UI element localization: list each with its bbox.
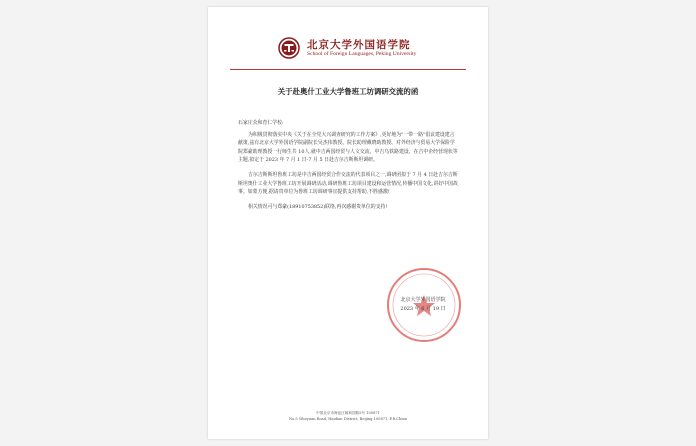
letter-page (208, 7, 488, 439)
university-name-cn: 北京大学外国语学院 (307, 39, 411, 51)
university-name-en: School of Foreign Languages, Peking University (307, 51, 417, 57)
signature-date: 2023 年 6 月 19 日 (400, 306, 446, 312)
peking-university-logo-icon (278, 37, 300, 59)
letter-body (238, 119, 458, 217)
footer-address-cn: 中国北京市海淀区颐和园路5号 100871 (316, 411, 380, 415)
signature-block (388, 296, 458, 314)
letterhead (278, 36, 468, 66)
paragraph-3: 相关情况可与郑豪(18910753852)联络,再次感谢贵单位的支持! (248, 203, 388, 210)
header-divider (230, 69, 466, 70)
paragraph-2: 吉尔吉斯斯坦鲁班工坊是中吉两国经贸合作交流的代表项目之一,调研团拟于 7 月 4 日赴吉尔吉斯斯坦奥什工业大学鲁班工坊开展调研活动,调研鲁班工坊项目建设和运营情况,传播中国文化,讲好中国故事。如蒙方便,据请贵单位为鲁班工坊调研事宜提供支持帮助,不胜感激! (238, 171, 458, 196)
greeting: 石家庄众和育仁学校: (238, 120, 284, 126)
letter-footer (208, 410, 488, 422)
paragraph-1: 为积极贯彻落实中央《关于在全党大兴调查研究的工作方案》,更好地为"一带一路"倡议建设建言献策,兹有北京大学外国语学院副院长吴杰伟教授、院长助理戴晓助教授、对外经济与贸易大学保险学院郑豪助理教授一行师生共 10人,就中吉两国经贸与人文交流、中吉乌铁路建设、在吉中企经营现状等主题,拟定于 2023 年 7 月 1 日-7 月 5 日赴吉尔吉斯斯坦调研。 (238, 131, 458, 164)
footer-address-en: No.5 Yiheyuan Road, Haidian District, Beijing 100871, P.R.China (289, 417, 407, 421)
letter-title: 关于赴奥什工业大学鲁班工坊调研交流的函 (277, 87, 419, 96)
signature-org: 北京大学外国语学院 (400, 297, 446, 303)
